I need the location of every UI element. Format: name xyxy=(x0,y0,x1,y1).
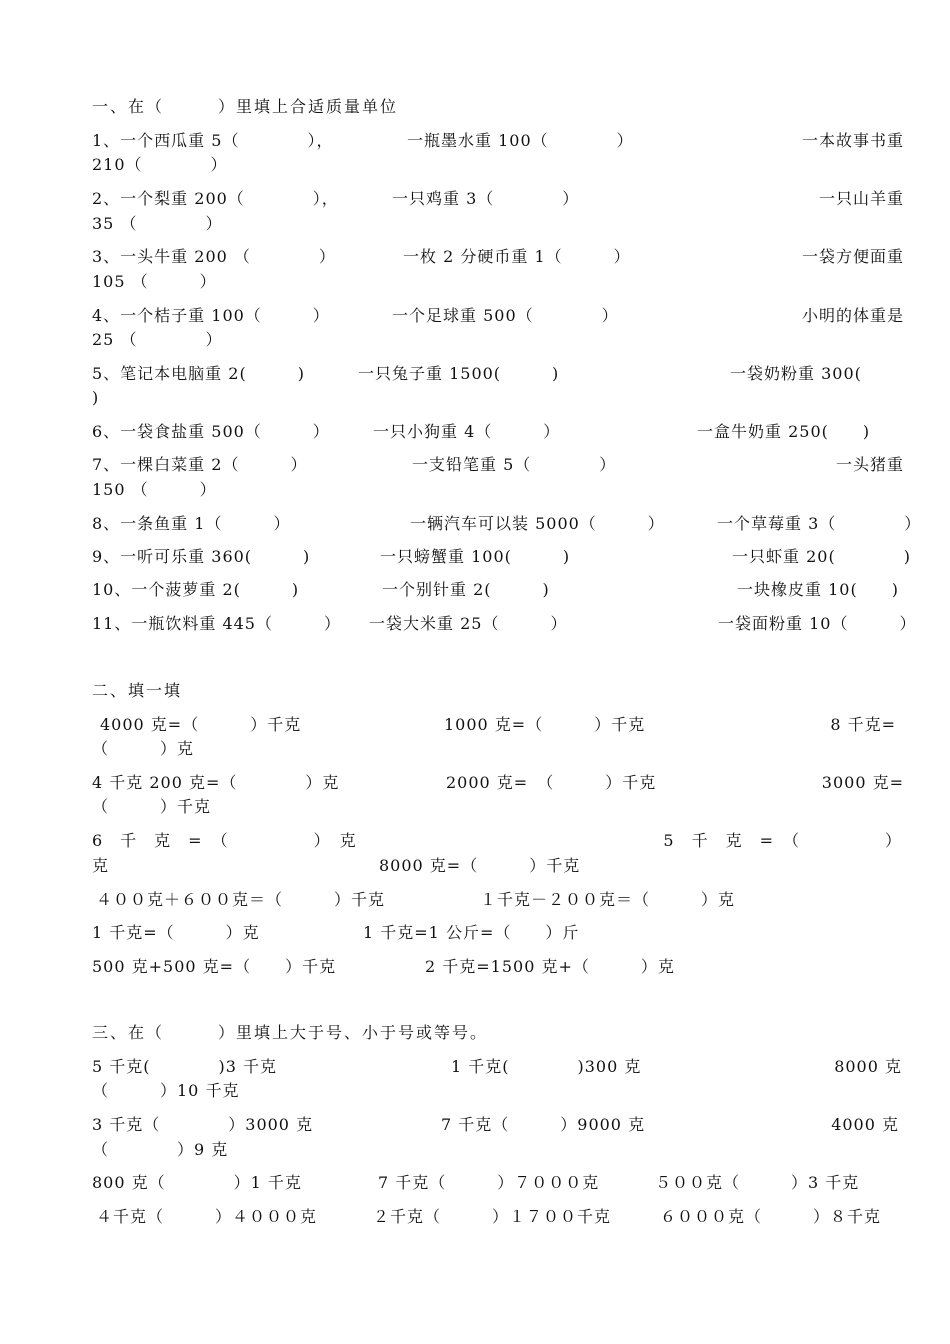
s1-q2-c: 一只山羊重 xyxy=(818,189,904,208)
s2-r5-a: 1 千克=（ ）克 xyxy=(92,923,260,942)
s1-q6-b: 一只小狗重 4（ ） xyxy=(373,422,561,441)
s2-r3-cont-b: 8000 克=（ ）千克 xyxy=(379,856,581,875)
s2-r3-cont-a: 克 xyxy=(92,856,110,875)
s3-r4-a: ４千克（ ）４０００克 xyxy=(96,1207,318,1226)
s1-q5-cont: ) xyxy=(92,388,100,407)
s2-r1-cont: （ ）克 xyxy=(92,739,195,758)
s2-r2-cont: （ ）千克 xyxy=(92,797,212,816)
s1-q10-a: 10、一个菠萝重 2( ) xyxy=(92,580,300,599)
s2-r2-a: 4 千克 200 克=（ ）克 xyxy=(92,773,340,792)
s1-q1-c: 一本故事书重 xyxy=(801,131,904,150)
s2-r1-c: 8 千克= xyxy=(830,715,896,734)
s3-r3-a: 800 克（ ）1 千克 xyxy=(92,1173,302,1192)
s2-r5-b: 1 千克=1 公斤=（ ）斤 xyxy=(363,923,580,942)
section2-heading: 二、填一填 xyxy=(92,681,183,700)
section1-heading: 一、在（ ）里填上合适质量单位 xyxy=(92,97,399,116)
s1-q2-a: 2、一个梨重 200（ ）， xyxy=(92,189,339,208)
s2-r4-a: ４００克＋６００克＝（ ）千克 xyxy=(96,890,386,909)
s1-q7-cont: 150 （ ） xyxy=(92,480,217,499)
s1-q3-b: 一枚 2 分硬币重 1（ ） xyxy=(403,247,631,266)
s3-r2-cont: （ ）9 克 xyxy=(92,1140,229,1159)
s1-q6-c: 一盒牛奶重 250( ) xyxy=(697,422,871,441)
s1-q11-b: 一袋大米重 25（ ） xyxy=(369,614,568,633)
s1-q8-c: 一个草莓重 3（ ） xyxy=(717,514,922,533)
s3-r3-b: 7 千克（ ）７０００克 xyxy=(378,1173,600,1192)
s1-q8-b: 一辆汽车可以装 5000（ ） xyxy=(410,514,665,533)
s1-q10-c: 一块橡皮重 10( ) xyxy=(737,580,899,599)
s1-q8-a: 8、一条鱼重 1（ ） xyxy=(92,514,291,533)
s1-q9-a: 9、一听可乐重 360( ) xyxy=(92,547,311,566)
s2-r6-b: 2 千克=1500 克+（ ）克 xyxy=(425,957,675,976)
s1-q7-a: 7、一棵白菜重 2（ ） xyxy=(92,455,308,474)
s2-r1-b: 1000 克=（ ）千克 xyxy=(444,715,646,734)
s1-q7-b: 一支铅笔重 5（ ） xyxy=(412,455,617,474)
s1-q9-c: 一只虾重 20( ) xyxy=(732,547,911,566)
s1-q2-b: 一只鸡重 3（ ） xyxy=(392,189,580,208)
s2-r1-a: 4000 克=（ ）千克 xyxy=(100,715,302,734)
s1-q10-b: 一个别针重 2( ) xyxy=(382,580,550,599)
s1-q5-a: 5、笔记本电脑重 2( ) xyxy=(92,364,305,383)
s2-r2-c: 3000 克= xyxy=(821,773,904,792)
s1-q7-c: 一头猪重 xyxy=(835,455,904,474)
s1-q4-c: 小明的体重是 xyxy=(801,306,904,325)
s1-q1-a: 1、一个西瓜重 5（ ）， xyxy=(92,131,334,150)
s1-q11-c: 一袋面粉重 10（ ） xyxy=(718,614,917,633)
s3-r4-c: ６０００克（ ）８千克 xyxy=(660,1207,882,1226)
s2-r3-a: 6 千 克 = （ ） 克 xyxy=(92,831,357,850)
s2-r2-b: 2000 克= （ ）千克 xyxy=(446,773,657,792)
s1-q5-b: 一只兔子重 1500( ) xyxy=(358,364,560,383)
s3-r1-b: 1 千克( )300 克 xyxy=(451,1057,642,1076)
s1-q3-a: 3、一头牛重 200 （ ） xyxy=(92,247,336,266)
s1-q9-b: 一只螃蟹重 100( ) xyxy=(380,547,571,566)
s3-r3-c: ５００克（ ）3 千克 xyxy=(655,1173,860,1192)
s1-q4-b: 一个足球重 500（ ） xyxy=(392,306,619,325)
s3-r1-a: 5 千克( )3 千克 xyxy=(92,1057,278,1076)
s3-r2-c: 4000 克 xyxy=(831,1115,899,1134)
s3-r1-c: 8000 克 xyxy=(834,1057,902,1076)
s2-r4-b: １千克－２００克＝（ ）克 xyxy=(480,890,736,909)
section3-heading: 三、在（ ）里填上大于号、小于号或等号。 xyxy=(92,1023,489,1042)
s3-r2-b: 7 千克（ ）9000 克 xyxy=(441,1115,646,1134)
s2-r3-b: 5 千 克 = （ ） xyxy=(663,831,902,850)
s2-r6-a: 500 克+500 克=（ ）千克 xyxy=(92,957,337,976)
s1-q2-cont: 35 （ ） xyxy=(92,214,223,233)
s3-r2-a: 3 千克（ ）3000 克 xyxy=(92,1115,314,1134)
s3-r4-b: ２千克（ ）１７００千克 xyxy=(373,1207,612,1226)
s1-q3-c: 一袋方便面重 xyxy=(801,247,904,266)
s3-r1-cont: （ ）10 千克 xyxy=(92,1081,240,1100)
s1-q1-b: 一瓶墨水重 100（ ） xyxy=(407,131,634,150)
s1-q11-a: 11、一瓶饮料重 445（ ） xyxy=(92,614,341,633)
s1-q4-a: 4、一个桔子重 100（ ） xyxy=(92,306,330,325)
s1-q4-cont: 25 （ ） xyxy=(92,330,223,349)
s1-q3-cont: 105 （ ） xyxy=(92,272,217,291)
s1-q5-c: 一袋奶粉重 300( xyxy=(730,364,862,383)
s1-q1-cont: 210（ ） xyxy=(92,155,228,174)
s1-q6-a: 6、一袋食盐重 500（ ） xyxy=(92,422,330,441)
